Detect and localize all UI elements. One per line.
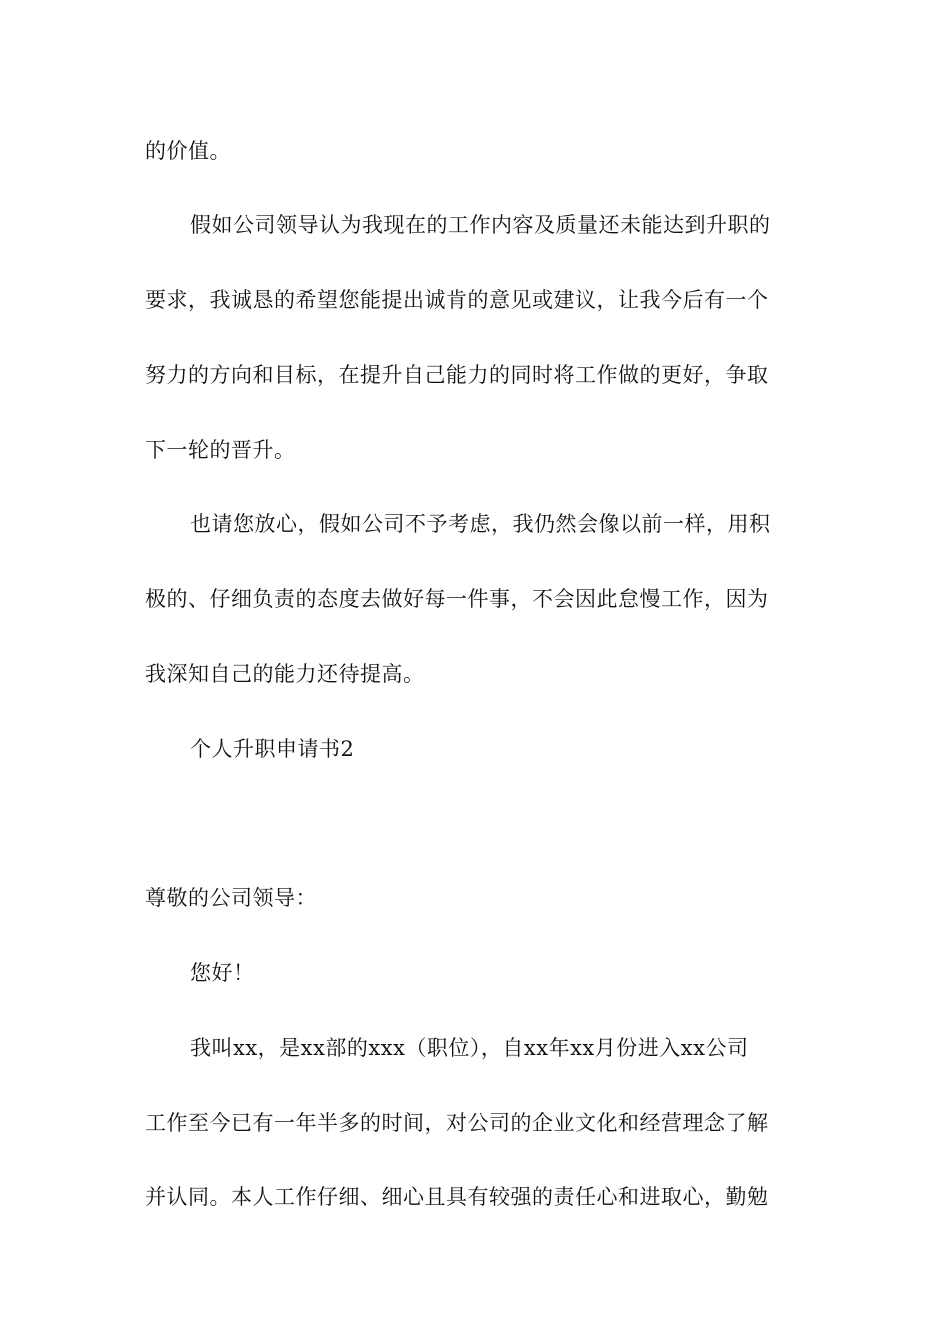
text-line-6: 也请您放心，假如公司不予考虑，我仍然会像以前一样，用积: [190, 512, 771, 536]
text-line-2: 假如公司领导认为我现在的工作内容及质量还未能达到升职的: [190, 213, 771, 237]
text-line-14: 并认同。本人工作仔细、细心且具有较强的责任心和进取心，勤勉: [145, 1185, 769, 1209]
text-line-4: 努力的方向和目标，在提升自己能力的同时将工作做的更好，争取: [145, 363, 769, 387]
text-line-13: 工作至今已有一年半多的时间，对公司的企业文化和经营理念了解: [145, 1111, 769, 1135]
text-line-7: 极的、仔细负责的态度去做好每一件事，不会因此怠慢工作，因为: [145, 587, 769, 611]
section-heading: 个人升职申请书2: [190, 737, 355, 761]
text-line-8: 我深知自己的能力还待提高。: [145, 662, 425, 686]
text-line-12: 我叫xx，是xx部的xxx（职位），自xx年xx月份进入xx公司: [190, 1036, 749, 1060]
text-line-5: 下一轮的晋升。: [145, 438, 296, 462]
text-line-3: 要求，我诚恳的希望您能提出诚肯的意见或建议，让我今后有一个: [145, 288, 769, 312]
salutation: 尊敬的公司领导：: [145, 886, 317, 910]
text-line-1: 的价值。: [145, 139, 231, 163]
greeting: 您好！: [190, 961, 255, 985]
